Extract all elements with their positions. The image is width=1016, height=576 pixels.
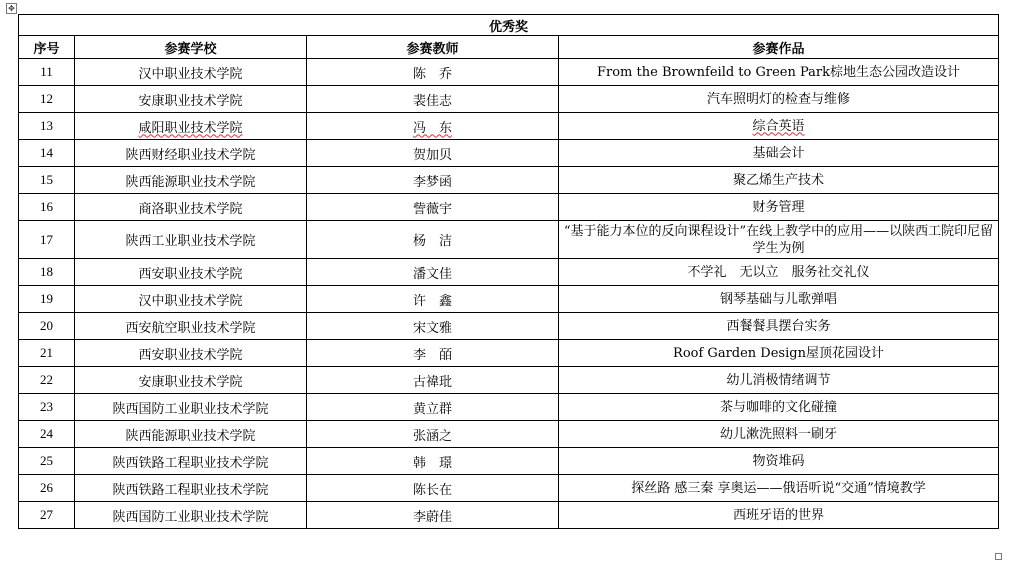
row-work: 幼儿消极情绪调节 [559, 367, 999, 394]
row-school: 陕西财经职业技术学院 [75, 140, 307, 167]
row-teacher: 许 鑫 [307, 286, 559, 313]
table-row [19, 502, 999, 529]
row-no: 26 [19, 475, 75, 502]
row-no: 12 [19, 86, 75, 113]
row-work: 物资堆码 [559, 448, 999, 475]
table-row [19, 221, 999, 259]
row-work: 聚乙烯生产技术 [559, 167, 999, 194]
table-row [19, 394, 999, 421]
spellcheck-work: 综合英语 [752, 118, 805, 134]
row-work: 西班牙语的世界 [559, 502, 999, 529]
header-school: 参赛学校 [75, 36, 307, 59]
table-row [19, 340, 999, 367]
table-row [19, 167, 999, 194]
row-no: 20 [19, 313, 75, 340]
row-work: 不学礼 无以立 服务社交礼仪 [559, 259, 999, 286]
row-work: 财务管理 [559, 194, 999, 221]
row-work: 汽车照明灯的检查与维修 [559, 86, 999, 113]
row-school: 陕西铁路工程职业技术学院 [75, 475, 307, 502]
table-title: 优秀奖 [19, 15, 999, 36]
row-teacher [307, 113, 559, 140]
table-row [19, 286, 999, 313]
row-teacher: 陈 乔 [307, 59, 559, 86]
row-school: 陕西国防工业职业技术学院 [75, 502, 307, 529]
header-work: 参赛作品 [559, 36, 999, 59]
spellcheck-school: 咸阳职业技术学院 [138, 120, 243, 136]
row-school: 商洛职业技术学院 [75, 194, 307, 221]
row-no: 24 [19, 421, 75, 448]
row-teacher: 潘文佳 [307, 259, 559, 286]
table-row [19, 59, 999, 86]
row-no: 25 [19, 448, 75, 475]
row-no: 22 [19, 367, 75, 394]
row-no: 21 [19, 340, 75, 367]
row-teacher: 訾薇宇 [307, 194, 559, 221]
row-teacher: 黄立群 [307, 394, 559, 421]
table-row [19, 367, 999, 394]
table-row [19, 475, 999, 502]
spellcheck-teacher: 冯 东 [412, 120, 452, 136]
row-no: 15 [19, 167, 75, 194]
table-row [19, 313, 999, 340]
row-teacher: 古禕玭 [307, 367, 559, 394]
row-teacher: 张涵之 [307, 421, 559, 448]
table-row [19, 448, 999, 475]
row-work [559, 113, 999, 140]
table-row [19, 113, 999, 140]
row-work: 西餐餐具摆台实务 [559, 313, 999, 340]
row-work: 茶与咖啡的文化碰撞 [559, 394, 999, 421]
row-school: 西安航空职业技术学院 [75, 313, 307, 340]
row-teacher: 韩 璟 [307, 448, 559, 475]
row-work: 幼儿漱洗照料一刷牙 [559, 421, 999, 448]
row-school: 西安职业技术学院 [75, 259, 307, 286]
row-teacher: 宋文雅 [307, 313, 559, 340]
awards-table [18, 14, 999, 529]
row-school: 陕西国防工业职业技术学院 [75, 394, 307, 421]
row-no: 16 [19, 194, 75, 221]
row-work: 钢琴基础与儿歌弹唱 [559, 286, 999, 313]
table-resize-handle[interactable] [995, 553, 1002, 560]
row-work: From the Brownfeild to Green Park棕地生态公园改造设计 [559, 59, 999, 86]
table-row [19, 421, 999, 448]
table-row [19, 194, 999, 221]
row-work: 基础会计 [559, 140, 999, 167]
row-work: 探丝路 感三秦 享奥运——俄语听说“交通”情境教学 [559, 475, 999, 502]
row-school: 陕西工业职业技术学院 [75, 221, 307, 259]
row-teacher: 陈长在 [307, 475, 559, 502]
table-row [19, 86, 999, 113]
table-row [19, 140, 999, 167]
row-no: 19 [19, 286, 75, 313]
row-no: 23 [19, 394, 75, 421]
row-school: 安康职业技术学院 [75, 367, 307, 394]
row-no: 27 [19, 502, 75, 529]
row-no: 14 [19, 140, 75, 167]
row-no: 17 [19, 221, 75, 259]
row-teacher: 李蔚佳 [307, 502, 559, 529]
row-school: 西安职业技术学院 [75, 340, 307, 367]
row-school: 陕西能源职业技术学院 [75, 167, 307, 194]
row-school: 汉中职业技术学院 [75, 59, 307, 86]
row-teacher: 杨 洁 [307, 221, 559, 259]
row-school: 安康职业技术学院 [75, 86, 307, 113]
row-no: 11 [19, 59, 75, 86]
row-school: 陕西铁路工程职业技术学院 [75, 448, 307, 475]
row-school: 汉中职业技术学院 [75, 286, 307, 313]
header-no: 序号 [19, 36, 75, 59]
header-teacher: 参赛教师 [307, 36, 559, 59]
row-teacher: 贺加贝 [307, 140, 559, 167]
row-teacher: 李梦函 [307, 167, 559, 194]
row-teacher: 裴佳志 [307, 86, 559, 113]
table-move-handle-icon[interactable]: ✥ [6, 3, 17, 14]
table-row [19, 259, 999, 286]
row-work: Roof Garden Design屋顶花园设计 [559, 340, 999, 367]
row-school [75, 113, 307, 140]
row-no: 13 [19, 113, 75, 140]
row-no: 18 [19, 259, 75, 286]
row-school: 陕西能源职业技术学院 [75, 421, 307, 448]
row-work: “基于能力本位的反向课程设计”在线上教学中的应用——以陕西工院印尼留学生为例 [559, 221, 999, 259]
row-teacher: 李 皕 [307, 340, 559, 367]
